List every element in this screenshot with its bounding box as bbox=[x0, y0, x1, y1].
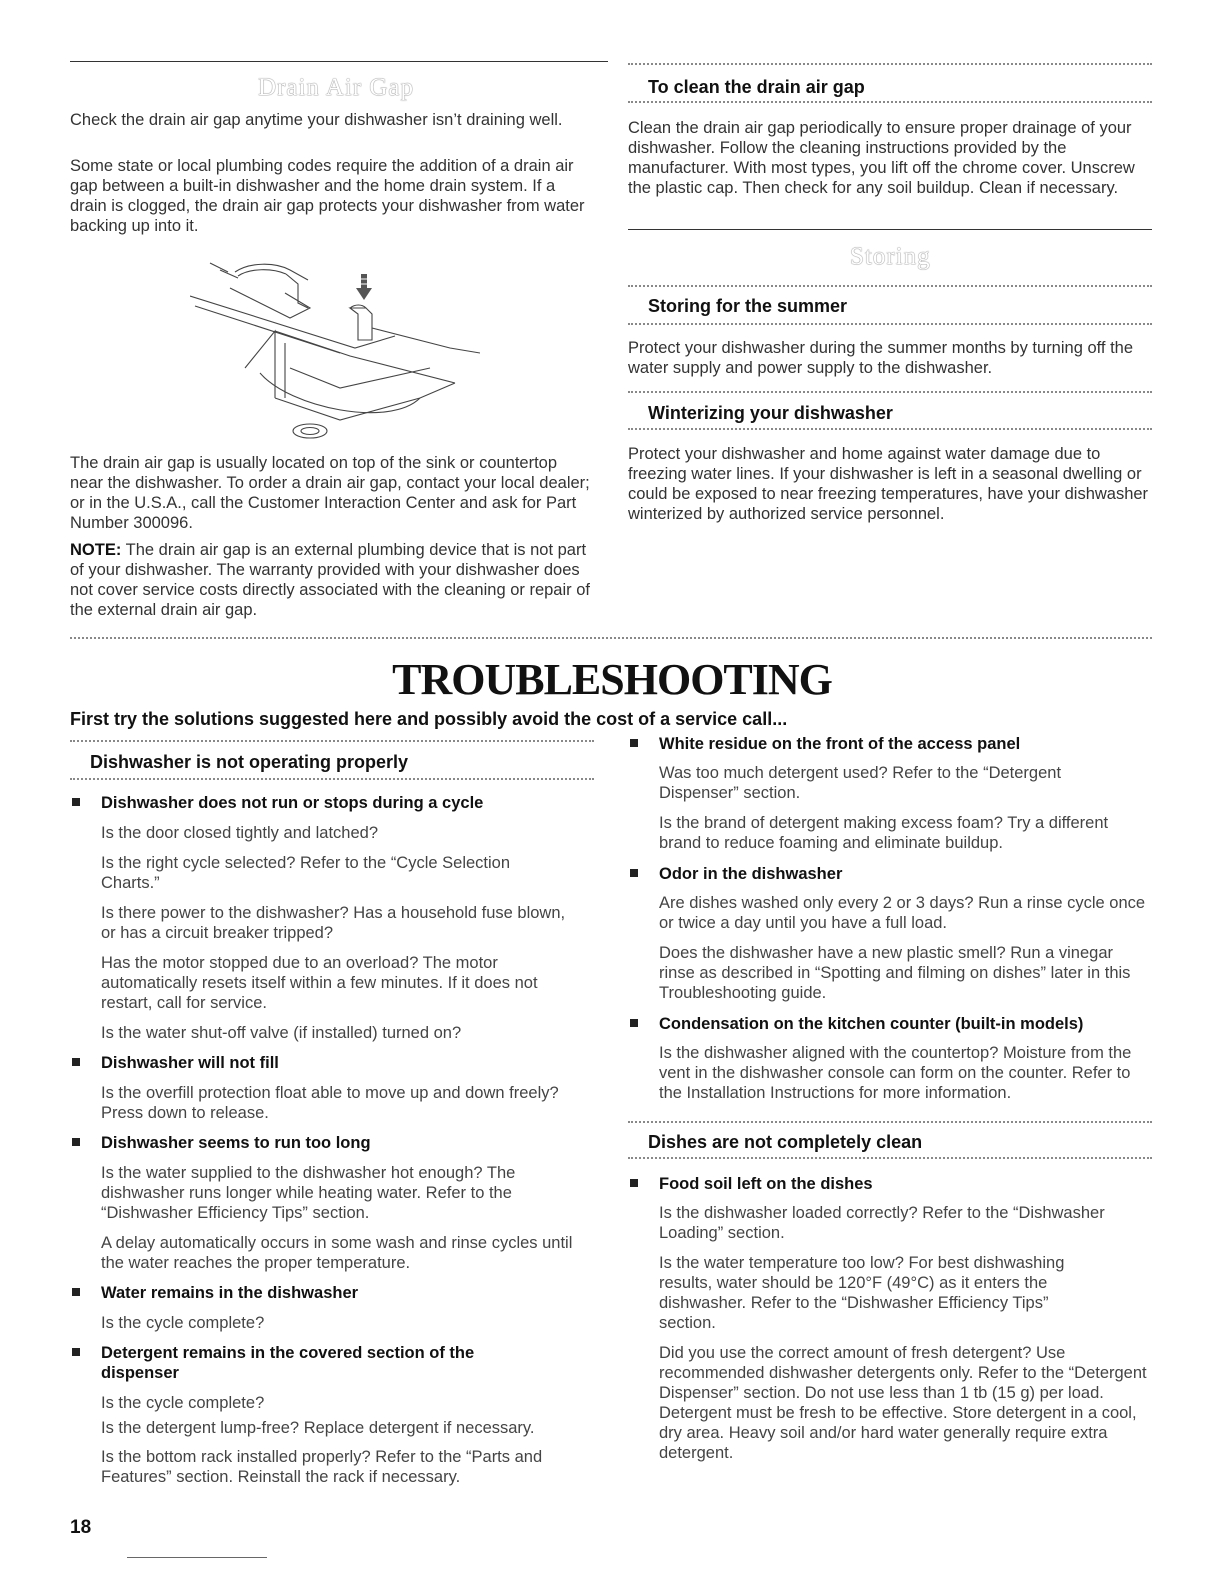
sink-air-gap-illustration bbox=[190, 248, 480, 443]
drain-air-gap-p3: The drain air gap is usually located on top of the sink or countertop near the dishwasher. To order a drain air gap, contact your local dealer; or in the U.S.A., call the Customer Interaction Center and ask for Part Number 300096. bbox=[70, 454, 590, 532]
problem-title: Odor in the dishwasher bbox=[659, 865, 843, 883]
answer: Was too much detergent used? Refer to the “Detergent Dispenser” section. bbox=[659, 764, 1062, 802]
answer: Is the dishwasher aligned with the countertop? Moisture from the vent in the dishwasher console can form on the counter. Refer to the Installation Instructions for more information. bbox=[659, 1044, 1132, 1102]
drain-air-gap-p2: Some state or local plumbing codes require the addition of a drain air gap between a built-in dishwasher and the home drain system. If a drain is clogged, the drain air gap protects your dishwasher from water backing up into it. bbox=[70, 157, 585, 235]
problem-title: Condensation on the kitchen counter (built-in models) bbox=[659, 1015, 1084, 1033]
bullet-square bbox=[630, 1019, 638, 1027]
answer: Is the bottom rack installed properly? Refer to the “Parts and Features” section. Reinstall the rack if necessary. bbox=[101, 1448, 543, 1486]
clean-gap-text: Clean the drain air gap periodically to ensure proper drainage of your dishwasher. Follow the cleaning instructions provided by the manufacturer. With most types, you lift off the chrome cover. Unscrew the plastic cap. Then check for any soil buildup. Clean if necessary. bbox=[628, 119, 1135, 197]
troubleshooting-title: TROUBLESHOOTING bbox=[392, 655, 832, 704]
answer: Is the water temperature too low? For best dishwashing results, water should be 120°F (49°C) as it enters the dishwasher. Refer to the “Dishwasher Efficiency Tips” section. bbox=[659, 1254, 1065, 1332]
winter-dots-top bbox=[628, 391, 1152, 393]
problem-title: White residue on the front of the access panel bbox=[659, 735, 1021, 753]
answer: Are dishes washed only every 2 or 3 days? Run a rinse cycle once or twice a day until you have a full load. bbox=[659, 894, 1146, 932]
footer-blue-line bbox=[127, 1557, 267, 1558]
clean-gap-dots-top bbox=[628, 63, 1152, 65]
answer: Has the motor stopped due to an overload? The motor automatically resets itself within a few minutes. If it does not restart, call for service. bbox=[101, 954, 538, 1012]
answer: Is the overfill protection float able to move up and down freely? Press down to release. bbox=[101, 1084, 559, 1122]
problem-title: Detergent remains in the covered section of the dispenser bbox=[101, 1344, 475, 1382]
drain-air-gap-p1: Check the drain air gap anytime your dishwasher isn’t draining well. bbox=[70, 111, 563, 129]
bullet-square bbox=[630, 1179, 638, 1187]
answer: Is the detergent lump-free? Replace detergent if necessary. bbox=[101, 1419, 535, 1437]
winter-heading: Winterizing your dishwasher bbox=[648, 403, 893, 423]
problem-title: Dishwasher seems to run too long bbox=[101, 1134, 371, 1152]
not-operating-dots-top bbox=[70, 740, 594, 742]
storing-rule bbox=[628, 229, 1152, 230]
answer: Is the water shut-off valve (if installed) turned on? bbox=[101, 1024, 462, 1042]
not-operating-dots-bottom bbox=[70, 778, 594, 780]
summer-text: Protect your dishwasher during the summer months by turning off the water supply and power supply to the dishwasher. bbox=[628, 339, 1134, 377]
winter-dots-bottom bbox=[628, 428, 1152, 430]
problem-title: Water remains in the dishwasher bbox=[101, 1284, 359, 1302]
summer-dots-bottom bbox=[628, 323, 1152, 325]
answer: Is the dishwasher loaded correctly? Refer to the “Dishwasher Loading” section. bbox=[659, 1204, 1105, 1242]
bullet-square bbox=[72, 1288, 80, 1296]
summer-heading: Storing for the summer bbox=[648, 296, 848, 316]
not-operating-heading: Dishwasher is not operating properly bbox=[90, 752, 409, 772]
answer: Is the door closed tightly and latched? bbox=[101, 824, 379, 842]
bullet-square bbox=[72, 1058, 80, 1066]
bullet-square bbox=[72, 1348, 80, 1356]
top-left-rule bbox=[70, 61, 608, 62]
bullet-square bbox=[72, 1138, 80, 1146]
winter-text: Protect your dishwasher and home against water damage due to freezing water lines. If your dishwasher is left in a seasonal dwelling or could be exposed to near freezing temperatures, have your dishwasher winterized by authorized service personnel. bbox=[628, 445, 1149, 523]
answer: Is the cycle complete? bbox=[101, 1314, 265, 1332]
drain-air-gap-note bbox=[70, 540, 590, 620]
note-text: The drain air gap is an external plumbing device that is not part of your dishwasher. The warranty provided with your dishwasher does not cover service costs directly associated with the cleaning or repair of the external drain air gap. bbox=[70, 541, 590, 619]
answer: Does the dishwasher have a new plastic smell? Run a vinegar rinse as described in “Spotting and filming on dishes” later in this Troubleshooting guide. bbox=[659, 944, 1131, 1002]
summer-dots-top bbox=[628, 285, 1152, 287]
bullet-square bbox=[630, 869, 638, 877]
clean-gap-dots-bottom bbox=[628, 101, 1152, 103]
answer: Is the cycle complete? bbox=[101, 1394, 265, 1412]
note-label: NOTE: bbox=[70, 541, 122, 559]
drain-air-gap-heading: Drain Air Gap bbox=[258, 74, 415, 101]
storing-heading: Storing bbox=[850, 243, 931, 270]
not-clean-dots-bottom bbox=[628, 1157, 1152, 1159]
not-clean-dots-top bbox=[628, 1121, 1152, 1123]
answer: A delay automatically occurs in some wash and rinse cycles until the water reaches the proper temperature. bbox=[101, 1234, 573, 1272]
answer: Is the right cycle selected? Refer to the “Cycle Selection Charts.” bbox=[101, 854, 511, 892]
troubleshooting-divider bbox=[70, 637, 1152, 639]
problem-title: Dishwasher will not fill bbox=[101, 1054, 279, 1072]
troubleshooting-subtitle: First try the solutions suggested here and possibly avoid the cost of a service call... bbox=[70, 709, 788, 729]
not-clean-heading: Dishes are not completely clean bbox=[648, 1132, 923, 1152]
answer: Is the brand of detergent making excess foam? Try a different brand to reduce foaming and eliminate buildup. bbox=[659, 814, 1109, 852]
problem-title: Dishwasher does not run or stops during a cycle bbox=[101, 794, 484, 812]
answer: Did you use the correct amount of fresh detergent? Use recommended dishwasher detergents only. Refer to the “Detergent Dispenser” section. Do not use less than 1 tb (15 g) per load. Detergent must be fresh to be effective. Store detergent in a cool, dry area. Heavy soil and/or hard water generally require extra detergent. bbox=[659, 1344, 1147, 1462]
answer: Is there power to the dishwasher? Has a household fuse blown, or has a circuit breaker tripped? bbox=[101, 904, 566, 942]
page-number: 18 bbox=[70, 1517, 92, 1538]
problem-title: Food soil left on the dishes bbox=[659, 1175, 873, 1193]
answer: Is the water supplied to the dishwasher hot enough? The dishwasher runs longer while heating water. Refer to the “Dishwasher Efficiency Tips” section. bbox=[101, 1164, 516, 1222]
bullet-square bbox=[72, 798, 80, 806]
clean-gap-heading: To clean the drain air gap bbox=[648, 77, 865, 97]
bullet-square bbox=[630, 739, 638, 747]
